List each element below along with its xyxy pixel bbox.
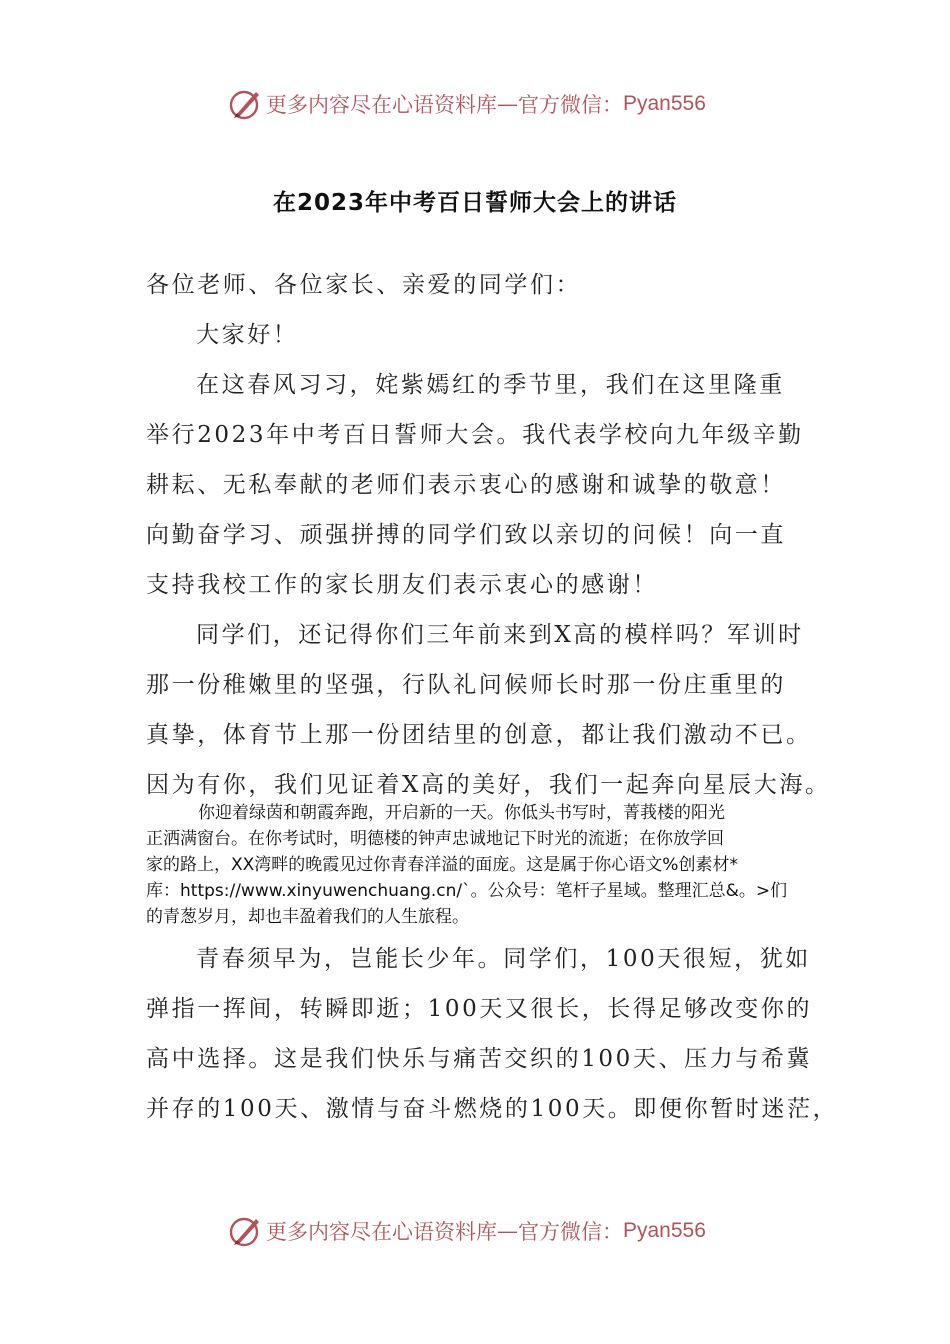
small-paragraph-line: 你迎着绿茵和朝霞奔跑，开启新的一天。你低头书写时，菁莪楼的阳光 <box>198 803 725 823</box>
small-paragraph-line: 家的路上，XX湾畔的晚霞见过你青春洋溢的面庞。这是属于你心语文%创素材* <box>146 855 738 875</box>
paragraph-line: 因为有你，我们见证着X高的美好，我们一起奔向星辰大海。 <box>146 772 831 798</box>
paragraph-line: 同学们，还记得你们三年前来到X高的模样吗？军训时 <box>196 622 804 648</box>
paragraph-line: 举行2023年中考百日誓师大会。我代表学校向九年级辛勤 <box>146 422 804 448</box>
document-title: 在2023年中考百日誓师大会上的讲话 <box>272 190 677 216</box>
pen-logo-icon <box>228 86 264 122</box>
paragraph-line: 耕耘、无私奉献的老师们表示衷心的感谢和诚挚的敬意！ <box>146 472 786 498</box>
paragraph-line: 那一份稚嫩里的坚强，行队礼问候师长时那一份庄重里的 <box>146 672 786 698</box>
banner-dash: — <box>497 1219 518 1243</box>
paragraph-line: 青春须早为，岂能长少年。同学们，100天很短，犹如 <box>196 946 811 972</box>
banner-text: 更多内容尽在心语资料库 <box>266 93 497 117</box>
paragraph-line: 大家好！ <box>196 322 299 348</box>
banner-official: 官方微信： <box>518 1220 623 1244</box>
paragraph-line: 并存的100天、激情与奋斗燃烧的100天。即便你暂时迷茫， <box>146 1096 839 1122</box>
footer-watermark-banner <box>228 1211 706 1251</box>
small-paragraph-line: 库：https://www.xinyuwenchuang.cn/`。公众号：笔杆子星域。整理汇总&。>们 <box>146 881 788 901</box>
paragraph-line: 各位老师、各位家长、亲爱的同学们： <box>146 272 582 298</box>
paragraph-line: 支持我校工作的家长朋友们表示衷心的感谢！ <box>146 572 658 598</box>
paragraph-line: 高中选择。这是我们快乐与痛苦交织的100天、压力与希冀 <box>146 1046 813 1072</box>
header-watermark-banner <box>228 84 706 124</box>
small-paragraph-line: 正洒满窗台。在你考试时，明德楼的钟声忠诚地记下时光的流逝；在你放学回 <box>146 829 724 849</box>
banner-official: 官方微信： <box>518 93 623 117</box>
banner-wechat-id: Pyan556 <box>623 92 706 115</box>
banner-wechat-id: Pyan556 <box>623 1219 706 1242</box>
small-paragraph-line: 的青葱岁月，却也丰盈着我们的人生旅程。 <box>146 907 469 927</box>
paragraph-line: 真挚，体育节上那一份团结里的创意，都让我们激动不已。 <box>146 722 812 748</box>
pen-logo-icon <box>228 1213 264 1249</box>
banner-dash: — <box>497 92 518 116</box>
paragraph-line: 向勤奋学习、顽强拼搏的同学们致以亲切的问候！向一直 <box>146 522 786 548</box>
banner-text: 更多内容尽在心语资料库 <box>266 1220 497 1244</box>
paragraph-line: 弹指一挥间，转瞬即逝；100天又很长，长得足够改变你的 <box>146 996 813 1022</box>
paragraph-line: 在这春风习习，姹紫嫣红的季节里，我们在这里隆重 <box>196 372 785 398</box>
